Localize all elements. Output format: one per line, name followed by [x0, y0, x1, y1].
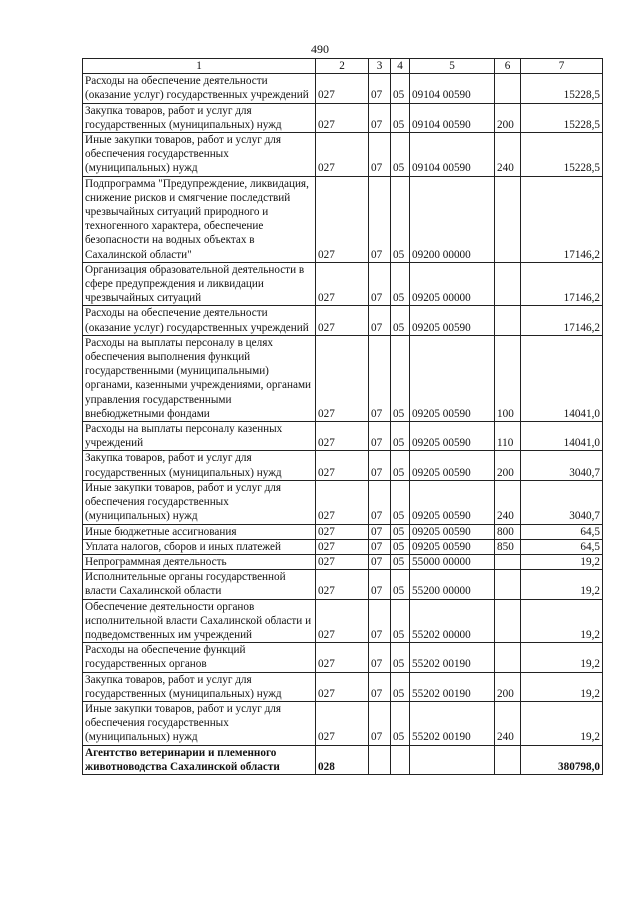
row-subsection: 05 — [391, 643, 410, 672]
row-target-article: 09104 00590 — [410, 103, 495, 132]
table-row — [83, 701, 603, 745]
row-target-article — [410, 745, 495, 774]
row-name: Закупка товаров, работ и услуг для государственных (муниципальных) нужд — [83, 103, 316, 132]
row-amount: 19,2 — [521, 643, 603, 672]
row-target-article: 55202 00190 — [410, 701, 495, 745]
table-row — [83, 480, 603, 524]
table-row — [83, 643, 603, 672]
page-number: 490 — [311, 42, 329, 56]
row-expense-type — [495, 570, 521, 599]
row-section: 07 — [369, 262, 391, 306]
row-amount: 19,2 — [521, 599, 603, 643]
row-admin-code: 027 — [316, 539, 369, 554]
row-section: 07 — [369, 672, 391, 701]
row-subsection: 05 — [391, 480, 410, 524]
row-section: 07 — [369, 554, 391, 569]
row-target-article: 09104 00590 — [410, 74, 495, 103]
row-expense-type: 200 — [495, 672, 521, 701]
row-target-article: 09200 00000 — [410, 176, 495, 262]
row-admin-code: 027 — [316, 599, 369, 643]
row-subsection: 05 — [391, 335, 410, 421]
row-subsection: 05 — [391, 599, 410, 643]
row-name: Иные закупки товаров, работ и услуг для обеспечения государственных (муниципальных) нужд — [83, 701, 316, 745]
row-name: Иные закупки товаров, работ и услуг для обеспечения государственных (муниципальных) нужд — [83, 133, 316, 177]
row-amount: 14041,0 — [521, 335, 603, 421]
header-col-4: 4 — [391, 59, 410, 74]
row-admin-code: 027 — [316, 74, 369, 103]
table-row — [83, 103, 603, 132]
table-body — [83, 74, 603, 775]
row-subsection: 05 — [391, 262, 410, 306]
row-subsection: 05 — [391, 539, 410, 554]
row-amount: 19,2 — [521, 570, 603, 599]
row-amount: 3040,7 — [521, 451, 603, 480]
row-expense-type — [495, 262, 521, 306]
row-amount: 17146,2 — [521, 306, 603, 335]
header-col-7: 7 — [521, 59, 603, 74]
row-target-article: 55202 00190 — [410, 672, 495, 701]
row-expense-type — [495, 74, 521, 103]
table-row — [83, 599, 603, 643]
row-target-article: 09205 00000 — [410, 262, 495, 306]
row-name: Закупка товаров, работ и услуг для государственных (муниципальных) нужд — [83, 672, 316, 701]
row-name: Закупка товаров, работ и услуг для государственных (муниципальных) нужд — [83, 451, 316, 480]
row-expense-type — [495, 599, 521, 643]
table-row — [83, 422, 603, 451]
row-section: 07 — [369, 74, 391, 103]
row-amount: 19,2 — [521, 672, 603, 701]
row-amount: 64,5 — [521, 539, 603, 554]
row-admin-code: 027 — [316, 306, 369, 335]
row-expense-type — [495, 643, 521, 672]
header-col-6: 6 — [495, 59, 521, 74]
row-target-article: 55000 00000 — [410, 554, 495, 569]
table-row — [83, 570, 603, 599]
row-section: 07 — [369, 133, 391, 177]
row-amount: 15228,5 — [521, 133, 603, 177]
row-name: Непрограммная деятельность — [83, 554, 316, 569]
row-admin-code: 027 — [316, 524, 369, 539]
row-section: 07 — [369, 335, 391, 421]
row-expense-type: 110 — [495, 422, 521, 451]
row-subsection: 05 — [391, 176, 410, 262]
row-subsection: 05 — [391, 422, 410, 451]
row-target-article: 09205 00590 — [410, 524, 495, 539]
row-section: 07 — [369, 599, 391, 643]
table-row — [83, 133, 603, 177]
row-target-article: 09205 00590 — [410, 306, 495, 335]
row-expense-type: 200 — [495, 451, 521, 480]
header-col-3: 3 — [369, 59, 391, 74]
row-amount: 17146,2 — [521, 176, 603, 262]
row-expense-type: 200 — [495, 103, 521, 132]
row-section: 07 — [369, 643, 391, 672]
row-admin-code: 027 — [316, 262, 369, 306]
row-expense-type — [495, 554, 521, 569]
row-section: 07 — [369, 480, 391, 524]
row-subsection: 05 — [391, 451, 410, 480]
row-name: Иные бюджетные ассигнования — [83, 524, 316, 539]
row-subsection: 05 — [391, 103, 410, 132]
row-subsection: 05 — [391, 672, 410, 701]
row-admin-code: 027 — [316, 133, 369, 177]
row-amount: 64,5 — [521, 524, 603, 539]
row-name: Уплата налогов, сборов и иных платежей — [83, 539, 316, 554]
row-admin-code: 027 — [316, 480, 369, 524]
row-admin-code: 028 — [316, 745, 369, 774]
row-subsection: 05 — [391, 554, 410, 569]
row-admin-code: 027 — [316, 422, 369, 451]
row-admin-code: 027 — [316, 335, 369, 421]
row-expense-type — [495, 176, 521, 262]
row-section — [369, 745, 391, 774]
table-row — [83, 745, 603, 774]
row-section: 07 — [369, 451, 391, 480]
table-row — [83, 176, 603, 262]
row-amount: 19,2 — [521, 701, 603, 745]
row-name: Расходы на обеспечение функций государственных органов — [83, 643, 316, 672]
row-target-article: 09205 00590 — [410, 539, 495, 554]
row-target-article: 55202 00190 — [410, 643, 495, 672]
row-amount: 15228,5 — [521, 103, 603, 132]
table-row — [83, 335, 603, 421]
row-subsection: 05 — [391, 701, 410, 745]
table-row — [83, 74, 603, 103]
row-admin-code: 027 — [316, 672, 369, 701]
header-col-2: 2 — [316, 59, 369, 74]
row-target-article: 09205 00590 — [410, 451, 495, 480]
row-name: Агентство ветеринарии и племенного животноводства Сахалинской области — [83, 745, 316, 774]
row-amount: 380798,0 — [521, 745, 603, 774]
row-expense-type: 100 — [495, 335, 521, 421]
row-amount: 14041,0 — [521, 422, 603, 451]
row-subsection: 05 — [391, 306, 410, 335]
row-name: Подпрограмма "Предупреждение, ликвидация, снижение рисков и смягчение последствий чрезвычайных ситуаций природного и техногенного характера, обеспечение безопасности на водных объектах в Сахалинской области" — [83, 176, 316, 262]
row-amount: 19,2 — [521, 554, 603, 569]
row-section: 07 — [369, 701, 391, 745]
row-admin-code: 027 — [316, 570, 369, 599]
row-expense-type: 850 — [495, 539, 521, 554]
row-section: 07 — [369, 539, 391, 554]
row-subsection — [391, 745, 410, 774]
row-subsection: 05 — [391, 570, 410, 599]
row-admin-code: 027 — [316, 701, 369, 745]
row-admin-code: 027 — [316, 554, 369, 569]
header-col-5: 5 — [410, 59, 495, 74]
row-section: 07 — [369, 176, 391, 262]
row-section: 07 — [369, 306, 391, 335]
row-amount: 3040,7 — [521, 480, 603, 524]
header-col-1: 1 — [83, 59, 316, 74]
row-target-article: 09205 00590 — [410, 422, 495, 451]
row-section: 07 — [369, 524, 391, 539]
row-subsection: 05 — [391, 74, 410, 103]
row-section: 07 — [369, 422, 391, 451]
table-row — [83, 262, 603, 306]
row-expense-type: 800 — [495, 524, 521, 539]
table-row — [83, 672, 603, 701]
row-subsection: 05 — [391, 524, 410, 539]
row-name: Иные закупки товаров, работ и услуг для обеспечения государственных (муниципальных) нужд — [83, 480, 316, 524]
header-row — [83, 59, 603, 74]
row-target-article: 09205 00590 — [410, 335, 495, 421]
row-target-article: 55200 00000 — [410, 570, 495, 599]
row-amount: 15228,5 — [521, 74, 603, 103]
row-amount: 17146,2 — [521, 262, 603, 306]
table-row — [83, 524, 603, 539]
row-subsection: 05 — [391, 133, 410, 177]
row-admin-code: 027 — [316, 643, 369, 672]
row-name: Организация образовательной деятельности в сфере предупреждения и ликвидации чрезвычайных ситуаций — [83, 262, 316, 306]
row-name: Расходы на обеспечение деятельности (оказание услуг) государственных учреждений — [83, 306, 316, 335]
row-target-article: 09205 00590 — [410, 480, 495, 524]
table-row — [83, 539, 603, 554]
row-target-article: 55202 00000 — [410, 599, 495, 643]
table-row — [83, 451, 603, 480]
row-name: Расходы на выплаты персоналу казенных учреждений — [83, 422, 316, 451]
row-name: Исполнительные органы государственной власти Сахалинской области — [83, 570, 316, 599]
table-row — [83, 306, 603, 335]
table-row — [83, 554, 603, 569]
row-section: 07 — [369, 103, 391, 132]
row-name: Расходы на выплаты персоналу в целях обеспечения выполнения функций государственными (муниципальными) органами, казенными учреждениями, органами управления государственными внебюджетными фондами — [83, 335, 316, 421]
row-expense-type: 240 — [495, 480, 521, 524]
row-admin-code: 027 — [316, 103, 369, 132]
row-expense-type: 240 — [495, 701, 521, 745]
row-expense-type — [495, 745, 521, 774]
row-expense-type — [495, 306, 521, 335]
budget-table — [82, 58, 603, 775]
row-admin-code: 027 — [316, 451, 369, 480]
row-admin-code: 027 — [316, 176, 369, 262]
row-expense-type: 240 — [495, 133, 521, 177]
row-target-article: 09104 00590 — [410, 133, 495, 177]
row-name: Обеспечение деятельности органов исполнительной власти Сахалинской области и подведомственных им учреждений — [83, 599, 316, 643]
row-name: Расходы на обеспечение деятельности (оказание услуг) государственных учреждений — [83, 74, 316, 103]
row-section: 07 — [369, 570, 391, 599]
